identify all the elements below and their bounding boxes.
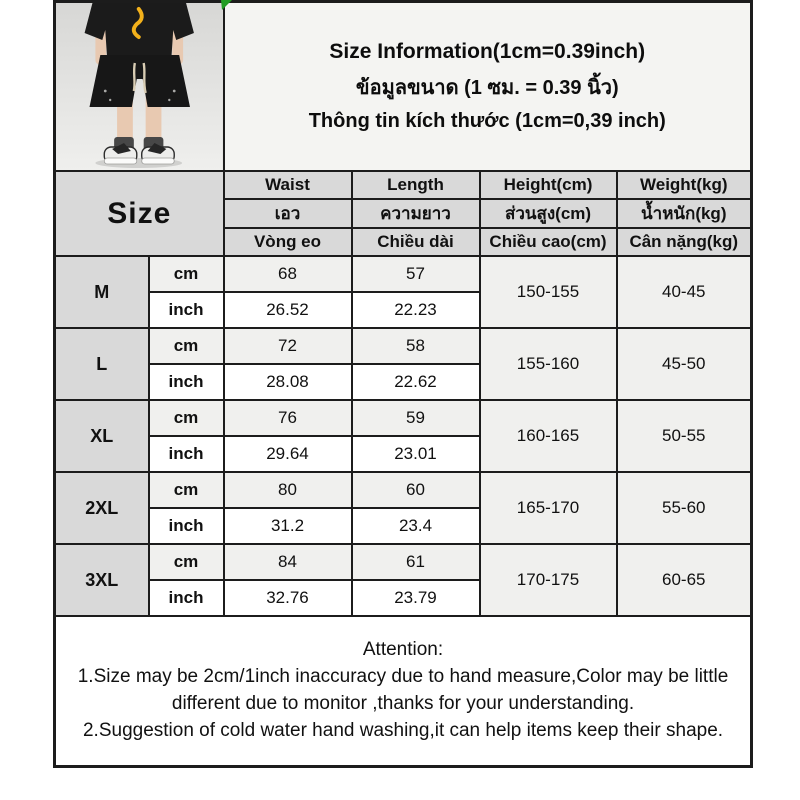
waist-inch-value: 32.76 — [224, 580, 352, 616]
size-column-header: Size — [55, 171, 224, 256]
header-row-en — [55, 171, 752, 199]
waist-header-en: Waist — [224, 171, 352, 199]
unit-inch-label: inch — [149, 436, 224, 472]
waist-cm-value: 80 — [224, 472, 352, 508]
waist-cm-value: 72 — [224, 328, 352, 364]
height-range-cell: 155-160 — [480, 328, 617, 400]
length-inch-value: 22.23 — [352, 292, 480, 328]
length-cm-value: 61 — [352, 544, 480, 580]
waist-cm-value: 68 — [224, 256, 352, 292]
waist-header-vi: Vòng eo — [224, 228, 352, 256]
waist-cm-value: 76 — [224, 400, 352, 436]
length-cm-value: 57 — [352, 256, 480, 292]
size-table — [53, 0, 753, 768]
length-inch-value: 22.62 — [352, 364, 480, 400]
attention-line-2: 2.Suggestion of cold water hand washing,it can help items keep their shape. — [82, 719, 724, 741]
height-range-cell: 150-155 — [480, 256, 617, 328]
size-label-3xl: 3XL — [55, 544, 149, 616]
size-info-title-th: ข้อมูลขนาด (1 ซม. = 0.39 นิ้ว) — [355, 77, 619, 99]
waist-inch-value: 28.08 — [224, 364, 352, 400]
length-inch-value: 23.79 — [352, 580, 480, 616]
size-row-2xl-cm — [55, 472, 752, 508]
weight-range-cell: 50-55 — [617, 400, 752, 472]
unit-inch-label: inch — [149, 508, 224, 544]
height-range-cell: 160-165 — [480, 400, 617, 472]
weight-header-th: น้ำหนัก(kg) — [617, 199, 752, 228]
size-row-xl-cm — [55, 400, 752, 436]
height-header-en: Height(cm) — [480, 171, 617, 199]
height-header-vi: Chiều cao(cm) — [480, 228, 617, 256]
attention-row — [55, 616, 752, 767]
photo-title-row — [55, 2, 752, 172]
waist-inch-value: 29.64 — [224, 436, 352, 472]
attention-note — [55, 616, 752, 767]
height-range-cell: 170-175 — [480, 544, 617, 616]
unit-inch-label: inch — [149, 292, 224, 328]
length-cm-value: 60 — [352, 472, 480, 508]
size-info-title-vi: Thông tin kích thước (1cm=0,39 inch) — [308, 110, 666, 132]
size-row-3xl-cm — [55, 544, 752, 580]
unit-cm-label: cm — [149, 400, 224, 436]
length-inch-value: 23.4 — [352, 508, 480, 544]
length-header-th: ความยาว — [352, 199, 480, 228]
size-label-m: M — [55, 256, 149, 328]
weight-header-vi: Cân nặng(kg) — [617, 228, 752, 256]
weight-range-cell: 40-45 — [617, 256, 752, 328]
size-label-l: L — [55, 328, 149, 400]
weight-range-cell: 60-65 — [617, 544, 752, 616]
size-label-2xl: 2XL — [55, 472, 149, 544]
waist-inch-value: 31.2 — [224, 508, 352, 544]
length-cm-value: 58 — [352, 328, 480, 364]
size-info-title-en: Size Information(1cm=0.39inch) — [329, 40, 646, 63]
weight-range-cell: 45-50 — [617, 328, 752, 400]
product-photo-cell — [55, 2, 224, 172]
unit-cm-label: cm — [149, 544, 224, 580]
waist-inch-value: 26.52 — [224, 292, 352, 328]
unit-inch-label: inch — [149, 580, 224, 616]
unit-inch-label: inch — [149, 364, 224, 400]
waist-cm-value: 84 — [224, 544, 352, 580]
height-header-th: ส่วนสูง(cm) — [480, 199, 617, 228]
attention-heading: Attention: — [362, 639, 444, 661]
height-range-cell: 165-170 — [480, 472, 617, 544]
unit-cm-label: cm — [149, 328, 224, 364]
size-row-l-cm — [55, 328, 752, 364]
length-header-vi: Chiều dài — [352, 228, 480, 256]
size-info-title-block — [224, 2, 752, 172]
length-cm-value: 59 — [352, 400, 480, 436]
length-header-en: Length — [352, 171, 480, 199]
waist-header-th: เอว — [224, 199, 352, 228]
unit-cm-label: cm — [149, 472, 224, 508]
weight-header-en: Weight(kg) — [617, 171, 752, 199]
weight-range-cell: 55-60 — [617, 472, 752, 544]
size-label-xl: XL — [55, 400, 149, 472]
attention-line-1: 1.Size may be 2cm/1inch inaccuracy due to hand measure,Color may be little different due to monitor ,thanks for your understanding. — [77, 666, 729, 714]
length-inch-value: 23.01 — [352, 436, 480, 472]
product-photo — [56, 3, 223, 170]
unit-cm-label: cm — [149, 256, 224, 292]
size-row-m-cm — [55, 256, 752, 292]
green-corner-marker — [221, 0, 232, 10]
